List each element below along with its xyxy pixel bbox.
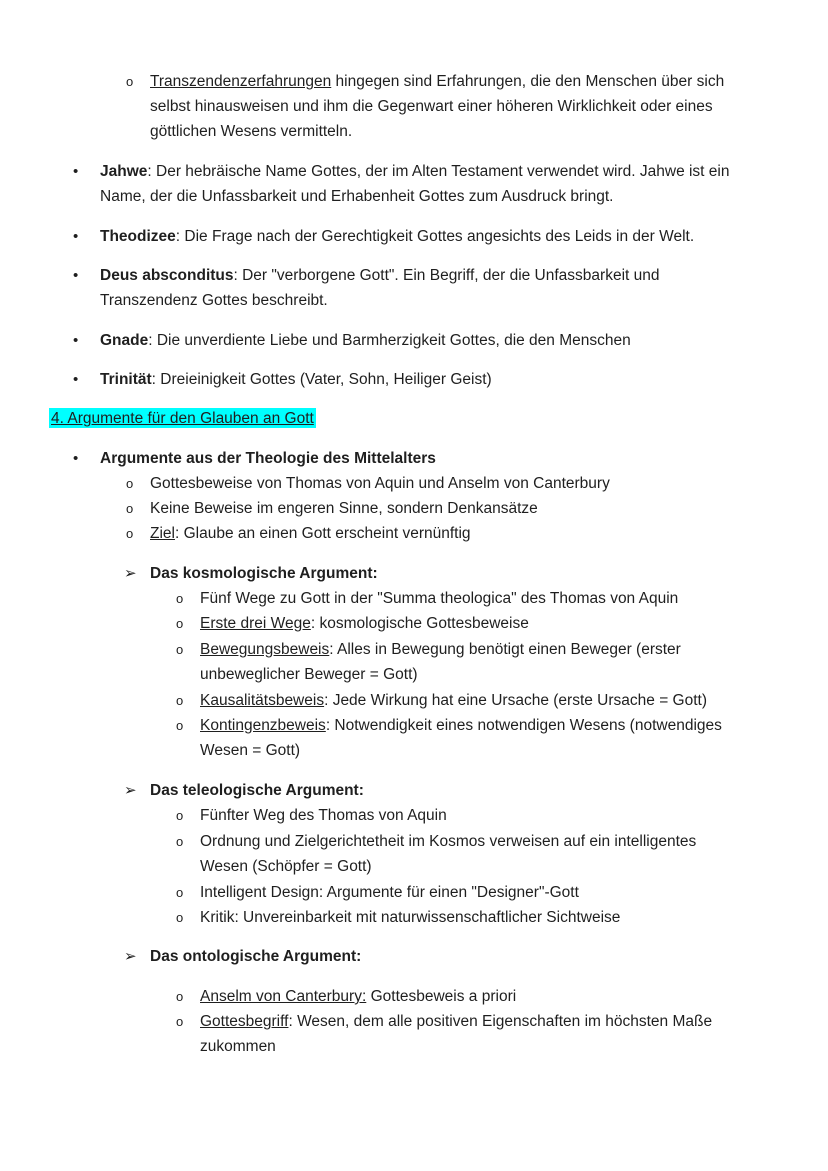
circle-bullet-icon: o: [176, 885, 184, 900]
glossary-text-jahwe-1: : Der hebräische Name Gottes, der im Alten Testament verwendet wird. Jahwe ist ein: [147, 163, 730, 180]
teleo-heading: Das teleologische Argument:: [150, 782, 364, 799]
medieval-item-3: [150, 521, 471, 546]
kosmo-item-3-line-2: unbeweglicher Beweger = Gott): [200, 666, 418, 683]
circle-bullet-icon: o: [176, 1014, 184, 1029]
kosmo-item-5-line-1: [200, 713, 722, 738]
glossary-jahwe-line-1: [100, 159, 729, 184]
ziel-term: Ziel: [150, 525, 175, 542]
kosmo-item-2-term: Erste drei Wege: [200, 615, 311, 632]
glossary-term-jahwe: Jahwe: [100, 163, 148, 180]
teleo-item-1: Fünfter Weg des Thomas von Aquin: [200, 807, 447, 824]
kosmo-item-3-term: Bewegungsbeweis: [200, 641, 330, 658]
kosmo-item-5-text-1: : Notwendigkeit eines notwendigen Wesens (notwendiges: [325, 717, 722, 734]
glossary-text-deus-1: : Der "verborgene Gott". Ein Begriff, der die Unfassbarkeit und: [233, 267, 660, 284]
bullet-icon: •: [73, 228, 79, 245]
circle-bullet-icon: o: [126, 501, 134, 516]
arrow-bullet-icon: ➢: [124, 948, 137, 965]
circle-bullet-icon: o: [176, 910, 184, 925]
arrow-bullet-icon: ➢: [124, 782, 137, 799]
kosmo-item-4-term: Kausalitätsbeweis: [200, 692, 325, 709]
transzendenz-line-1: [150, 69, 724, 94]
onto-item-2-text-1: : Wesen, dem alle positiven Eigenschaften im höchsten Maße: [288, 1013, 713, 1030]
onto-item-2-term: Gottesbegriff: [200, 1013, 289, 1030]
onto-item-2-line-2: zukommen: [200, 1038, 276, 1055]
kosmo-item-3-line-1: [200, 637, 681, 662]
section-heading: [49, 406, 316, 431]
transzendenz-line-2: selbst hinausweisen und ihm die Gegenwart einer höheren Wirklichkeit oder eines: [150, 98, 713, 115]
ziel-text: : Glaube an einen Gott erscheint vernünftig: [174, 525, 471, 542]
onto-item-1-term: Anselm von Canterbury:: [200, 988, 367, 1005]
glossary-jahwe-line-2: Name, der die Unfassbarkeit und Erhabenheit Gottes zum Ausdruck bringt.: [100, 188, 614, 205]
circle-bullet-icon: o: [176, 718, 184, 733]
bullet-icon: •: [73, 267, 79, 284]
circle-bullet-icon: o: [176, 642, 184, 657]
circle-bullet-icon: o: [176, 693, 184, 708]
glossary-term-deus: Deus absconditus: [100, 267, 234, 284]
bullet-icon: •: [73, 163, 79, 180]
glossary-term-trinitaet: Trinität: [100, 371, 152, 388]
bullet-icon: •: [73, 371, 79, 388]
circle-bullet-icon: o: [176, 591, 184, 606]
glossary-text-gnade: : Die unverdiente Liebe und Barmherzigkeit Gottes, die den Menschen: [148, 332, 631, 349]
circle-bullet-icon: o: [176, 834, 184, 849]
onto-heading: Das ontologische Argument:: [150, 948, 362, 965]
teleo-item-2-line-2: Wesen (Schöpfer = Gott): [200, 858, 372, 875]
kosmo-item-2-text: : kosmologische Gottesbeweise: [310, 615, 529, 632]
glossary-term-gnade: Gnade: [100, 332, 149, 349]
kosmo-item-5-line-2: Wesen = Gott): [200, 742, 301, 759]
circle-bullet-icon: o: [176, 808, 184, 823]
glossary-trinitaet: [100, 367, 492, 392]
teleo-item-3: Intelligent Design: Argumente für einen "Designer"-Gott: [200, 884, 579, 901]
kosmo-item-3-text-1: : Alles in Bewegung benötigt einen Beweger (erster: [329, 641, 681, 658]
glossary-text-theodizee: : Die Frage nach der Gerechtigkeit Gottes angesichts des Leids in der Welt.: [175, 228, 695, 245]
kosmo-item-2: [200, 611, 529, 636]
glossary-deus-line-2: Transzendenz Gottes beschreibt.: [100, 292, 328, 309]
teleo-item-4: Kritik: Unvereinbarkeit mit naturwissenschaftlicher Sichtweise: [200, 909, 621, 926]
kosmo-item-4: [200, 688, 707, 713]
medieval-heading: Argumente aus der Theologie des Mittelalters: [100, 450, 436, 467]
glossary-text-trinitaet: : Dreieinigkeit Gottes (Vater, Sohn, Heiliger Geist): [151, 371, 492, 388]
glossary-gnade: [100, 328, 631, 353]
bullet-icon: •: [73, 332, 79, 349]
arrow-bullet-icon: ➢: [124, 565, 137, 582]
section-heading-highlight: 4. Argumente für den Glauben an Gott: [51, 410, 314, 427]
circle-bullet-icon: o: [126, 74, 134, 89]
circle-bullet-icon: o: [176, 616, 184, 631]
circle-bullet-icon: o: [126, 526, 134, 541]
kosmo-item-1: Fünf Wege zu Gott in der "Summa theologica" des Thomas von Aquin: [200, 590, 679, 607]
kosmo-heading: Das kosmologische Argument:: [150, 565, 378, 582]
glossary-term-theodizee: Theodizee: [100, 228, 176, 245]
medieval-item-1: Gottesbeweise von Thomas von Aquin und Anselm von Canterbury: [150, 475, 610, 492]
onto-item-1: [200, 984, 516, 1009]
bullet-icon: •: [73, 450, 79, 467]
transzendenz-term: Transzendenzerfahrungen: [150, 73, 332, 90]
teleo-item-2-line-1: Ordnung und Zielgerichtetheit im Kosmos verweisen auf ein intelligentes: [200, 833, 697, 850]
circle-bullet-icon: o: [126, 476, 134, 491]
medieval-item-2: Keine Beweise im engeren Sinne, sondern Denkansätze: [150, 500, 538, 517]
kosmo-item-5-term: Kontingenzbeweis: [200, 717, 326, 734]
transzendenz-text-1: hingegen sind Erfahrungen, die den Menschen über sich: [331, 73, 725, 90]
onto-item-2-line-1: [200, 1009, 712, 1034]
kosmo-item-4-text: : Jede Wirkung hat eine Ursache (erste Ursache = Gott): [324, 692, 708, 709]
transzendenz-line-3: göttlichen Wesens vermitteln.: [150, 123, 353, 140]
glossary-theodizee: [100, 224, 694, 249]
circle-bullet-icon: o: [176, 989, 184, 1004]
glossary-deus-line-1: [100, 263, 660, 288]
onto-item-1-text: Gottesbeweis a priori: [366, 988, 517, 1005]
